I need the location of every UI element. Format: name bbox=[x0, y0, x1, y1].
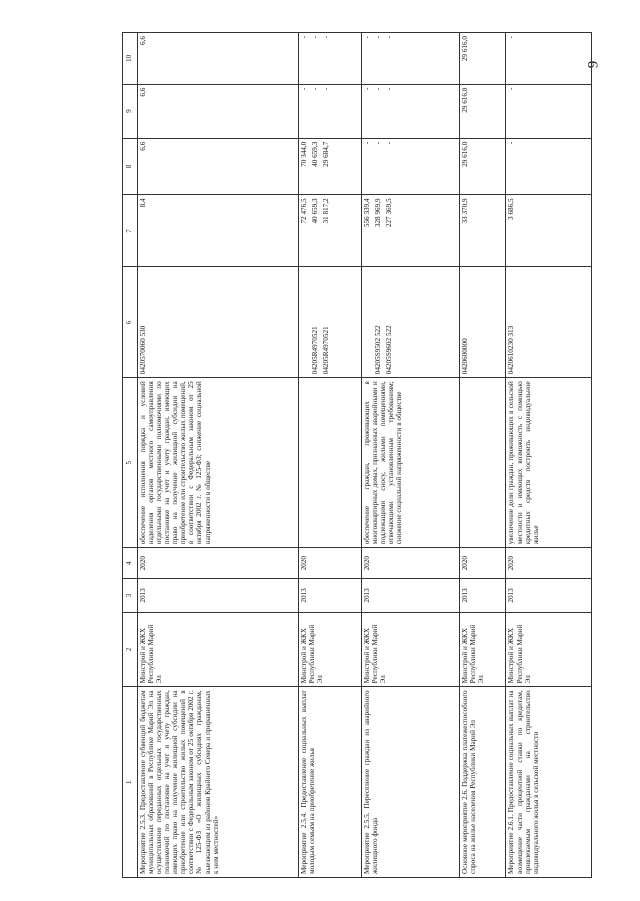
executor-cell bbox=[361, 612, 459, 687]
amount-col7: 3 686,5 bbox=[507, 198, 516, 220]
amount-col8: 70 344,0 bbox=[299, 141, 308, 167]
amount-col7-cell bbox=[361, 195, 459, 267]
header-cell: 1 bbox=[123, 687, 138, 878]
amount-col8: 29 684,7 bbox=[321, 141, 330, 167]
table-row bbox=[506, 33, 592, 878]
end-year-cell bbox=[298, 548, 361, 579]
start-year-cell bbox=[506, 579, 592, 612]
amount-col9: - bbox=[310, 87, 319, 91]
budget-code: 0420610230 313 bbox=[507, 325, 516, 375]
amount-col9: 29 616,0 bbox=[460, 87, 469, 113]
amount-col7: 40 659,3 bbox=[310, 198, 319, 224]
amount-col10-cell bbox=[459, 33, 506, 85]
amount-col10-cell bbox=[298, 33, 361, 85]
amount-col10: 29 616,0 bbox=[460, 36, 469, 62]
table-row bbox=[361, 33, 459, 878]
measure-name: Мероприятие 2.5.3. Предоставление субвенций бюджетам муниципальных образований в Республике Марий Эл на осуществление переданных отдельных государственных полномочий по постановке на учет и учету граждан, имеющих право на получение жилищной субсидии на приобретение или строительство жилых помещений в соответствии с Федеральным законом от 25 октября 2002 г. № 125-ФЗ «О жилищных субсидиях гражданам, выезжающим из районов Крайнего Севера и приравненных к ним местностей» bbox=[139, 690, 220, 874]
amount-col10: - bbox=[385, 36, 394, 39]
amount-col10: - bbox=[310, 36, 319, 39]
header-cell: 8 bbox=[123, 138, 138, 195]
amount-col7-cell bbox=[138, 195, 299, 267]
header-cell: 5 bbox=[123, 378, 138, 548]
start-year-cell bbox=[361, 579, 459, 612]
amount-col10: - bbox=[321, 36, 330, 39]
budget-code-cell bbox=[361, 267, 459, 378]
amount-col8-cell bbox=[506, 138, 592, 195]
header-cell: 9 bbox=[123, 84, 138, 138]
measure-name: Мероприятие 2.6.1. Предоставление социальных выплат на возмещение части процентной ставки по кредитам, привлекаемым гражданами на строительство индивидуального жилья в сельской местности bbox=[507, 690, 540, 874]
amount-col10: - bbox=[299, 36, 308, 39]
expected-result-cell bbox=[506, 378, 592, 548]
end-year: 2020 bbox=[507, 556, 516, 571]
amount-col8-cell bbox=[361, 138, 459, 195]
amount-col9: - bbox=[299, 87, 308, 91]
executor-cell bbox=[459, 612, 506, 687]
header-cell: 7 bbox=[123, 195, 138, 267]
start-year-cell bbox=[459, 579, 506, 612]
header-cell: 2 bbox=[123, 612, 138, 687]
amount-col7: 33 370,9 bbox=[460, 198, 469, 224]
measure-name-cell bbox=[138, 687, 299, 878]
end-year-cell bbox=[459, 548, 506, 579]
budget-code-cell bbox=[298, 267, 361, 378]
executor: Минстрой и ЖКХ Республики Марий Эл bbox=[299, 624, 324, 684]
amount-col10-cell bbox=[361, 33, 459, 85]
header-cell: 4 bbox=[123, 548, 138, 579]
end-year-cell bbox=[361, 548, 459, 579]
expected-result: обеспечение исполнения порядка и условий наделения органов местного самоуправления отдельными государственными полномочиями по постановке на учет и учету граждан, имеющих право на получение жилищной субсидии на приобретение или строительство жилых помещений, в соответствии с Федеральным законом от 25 октября 2002 г. № 125-ФЗ; снижение социальной напряженности в обществе bbox=[139, 381, 212, 545]
amount-col10: 6,6 bbox=[139, 36, 147, 45]
end-year: 2020 bbox=[299, 556, 308, 571]
amount-col7-cell bbox=[459, 195, 506, 267]
executor-cell bbox=[506, 612, 592, 687]
amount-col9: 6,6 bbox=[139, 87, 147, 97]
amount-col10-cell bbox=[138, 33, 299, 85]
page-number: 9 bbox=[585, 60, 602, 69]
measure-name-cell bbox=[361, 687, 459, 878]
amount-col10-cell bbox=[506, 33, 592, 85]
measure-name-cell bbox=[459, 687, 506, 878]
program-table bbox=[122, 32, 592, 878]
amount-col7: 227 369,5 bbox=[385, 198, 394, 228]
amount-col9-cell bbox=[459, 84, 506, 138]
amount-col9: - bbox=[362, 87, 371, 91]
end-year: 2020 bbox=[460, 556, 469, 571]
expected-result: увеличение доли граждан, проживающих в сельской местности и имеющих возможность с помощью кредитных средств построить индивидуальное жилье bbox=[507, 381, 540, 545]
amount-col8: 29 616,0 bbox=[460, 141, 469, 167]
executor-cell bbox=[138, 612, 299, 687]
start-year: 2013 bbox=[139, 588, 147, 603]
expected-result-cell bbox=[298, 378, 361, 548]
expected-result-cell bbox=[361, 378, 459, 548]
budget-code: 04205R4970521 bbox=[310, 326, 319, 375]
rotated-page bbox=[122, 32, 592, 878]
table-row bbox=[138, 33, 299, 878]
start-year-cell bbox=[138, 579, 299, 612]
amount-col9: - bbox=[321, 87, 330, 91]
budget-code: 0420570060 530 bbox=[139, 325, 147, 375]
start-year: 2013 bbox=[460, 588, 469, 603]
measure-name: Основное мероприятие 2.6. Поддержка платежеспособного спроса на жилье населения Республики Марий Эл bbox=[460, 690, 477, 874]
amount-col8: - bbox=[507, 141, 516, 145]
amount-col7: 31 817,2 bbox=[321, 198, 330, 224]
amount-col9-cell bbox=[361, 84, 459, 138]
header-cell: 10 bbox=[123, 33, 138, 85]
measure-name: Мероприятие 2.5.4. Предоставление социальных выплат молодым семьям на приобретение жилья bbox=[299, 690, 316, 874]
header-cell: 3 bbox=[123, 579, 138, 612]
amount-col10: - bbox=[507, 36, 516, 39]
amount-col8-cell bbox=[298, 138, 361, 195]
budget-code: 0420600000 bbox=[460, 338, 469, 375]
measure-name-cell bbox=[298, 687, 361, 878]
amount-col8: - bbox=[362, 141, 371, 145]
start-year-cell bbox=[298, 579, 361, 612]
budget-code: 04205R4970521 bbox=[321, 326, 330, 375]
end-year: 2020 bbox=[362, 556, 371, 571]
header-row bbox=[123, 33, 138, 878]
header-cell: 6 bbox=[123, 267, 138, 378]
measure-name: Мероприятие 2.5.5. Переселение граждан из аварийного жилищного фонда bbox=[362, 690, 379, 874]
amount-col8: - bbox=[374, 141, 382, 145]
executor: Минстрой и ЖКХ Республики Марий Эл bbox=[460, 624, 485, 684]
start-year: 2013 bbox=[507, 588, 516, 603]
amount-col7-cell bbox=[298, 195, 361, 267]
amount-col9-cell bbox=[298, 84, 361, 138]
budget-code-cell bbox=[138, 267, 299, 378]
amount-col10: - bbox=[362, 36, 371, 39]
amount-col9: - bbox=[374, 87, 382, 91]
executor: Минстрой и ЖКХ Республики Марий Эл bbox=[362, 624, 388, 684]
budget-code bbox=[300, 271, 308, 375]
budget-code-cell bbox=[506, 267, 592, 378]
expected-result-cell bbox=[138, 378, 299, 548]
budget-code: 04205S9502 522 bbox=[374, 325, 382, 375]
amount-col9-cell bbox=[506, 84, 592, 138]
amount-col7: 72 476,5 bbox=[299, 198, 308, 224]
executor: Минстрой и ЖКХ Республики Марий Эл bbox=[139, 624, 164, 684]
amount-col8: 6,6 bbox=[139, 141, 147, 151]
amount-col9-cell bbox=[138, 84, 299, 138]
amount-col7: 8,4 bbox=[139, 198, 147, 208]
amount-col10: - bbox=[374, 36, 382, 39]
budget-code bbox=[363, 271, 371, 375]
end-year: 2020 bbox=[139, 556, 147, 571]
amount-col7: 556 339,4 bbox=[362, 198, 371, 228]
amount-col8: 40 659,3 bbox=[310, 141, 319, 167]
end-year-cell bbox=[506, 548, 592, 579]
start-year: 2013 bbox=[362, 588, 371, 603]
table-body bbox=[138, 33, 592, 878]
table-row bbox=[459, 33, 506, 878]
amount-col7: 328 969,9 bbox=[374, 198, 382, 228]
measure-name-cell bbox=[506, 687, 592, 878]
end-year-cell bbox=[138, 548, 299, 579]
budget-code-cell bbox=[459, 267, 506, 378]
amount-col9: - bbox=[385, 87, 394, 91]
amount-col8-cell bbox=[138, 138, 299, 195]
table-row bbox=[298, 33, 361, 878]
amount-col8-cell bbox=[459, 138, 506, 195]
executor-cell bbox=[298, 612, 361, 687]
executor: Минстрой и ЖКХ Республики Марий Эл bbox=[507, 624, 532, 684]
expected-result: обеспечение граждан, проживающих в многоквартирных домах, признанных аварийными и подлежащими сносу, жилыми помещениями, отвечающими установленным требованиям; снижение социальной напряженности в обществе bbox=[362, 381, 404, 545]
budget-code: 04205S9602 522 bbox=[385, 325, 394, 375]
amount-col7-cell bbox=[506, 195, 592, 267]
amount-col9: - bbox=[507, 87, 516, 91]
amount-col8: - bbox=[385, 141, 394, 145]
expected-result-cell bbox=[459, 378, 506, 548]
start-year: 2013 bbox=[299, 588, 308, 603]
